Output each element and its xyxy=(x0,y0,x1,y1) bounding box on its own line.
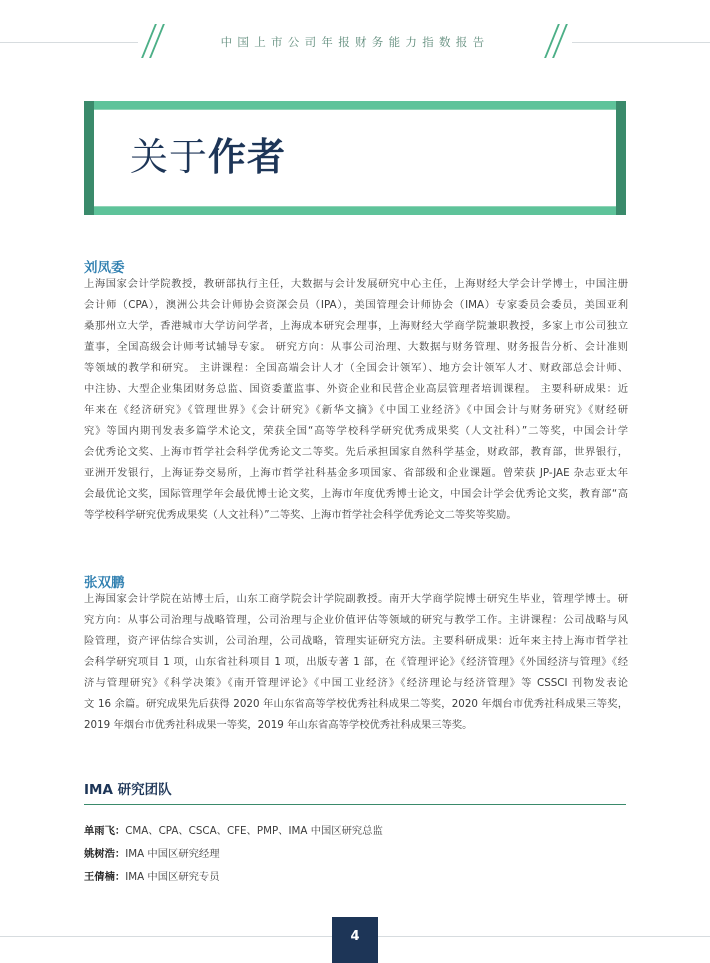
bio-line: 上海国家会计学院在站博士后，山东工商学院会计学院副教授。南开大学商学院博士研究生毕业，管理学博士。研 xyxy=(84,593,628,605)
bio-line: 董事，全国高级会计师考试辅导专家。 研究方向：从事公司治理、大数据与财务管理、财务报告分析、会计准则 xyxy=(84,341,628,353)
bio-line: 会科学研究项目 1 项，山东省社科项目 1 项，出版专著 1 部，在《管理评论》《经济管理》《外国经济与管理》《经 xyxy=(84,656,628,668)
header-rule-left xyxy=(0,42,138,43)
title-frame xyxy=(84,101,626,215)
bio-line: 究》等国内期刊发表多篇学术论文，荣获全国“高等学校科学研究优秀成果奖（人文社科）”二等奖，中国会计学 xyxy=(84,425,628,437)
author-bio-1 xyxy=(84,274,628,526)
team-member-name: 单雨飞： xyxy=(84,825,126,837)
bio-line: 会最优论文奖，国际管理学年会最优博士论文奖，上海市年度优秀博士论文，中国会计学会优秀论文奖，教育部“高 xyxy=(84,488,628,500)
team-member-role: CMA、CPA、CSCA、CFE、PMP、IMA 中国区研究总监 xyxy=(125,825,383,837)
header-slash-decoration-left xyxy=(142,24,164,58)
bio-line: 会计师（CPA），澳洲公共会计师协会资深会员（IPA），美国管理会计师协会（IMA）专家委员会委员，美国亚利 xyxy=(84,299,628,311)
bio-line: 年来在《经济研究》《管理世界》《会计研究》《新华文摘》《中国工业经济》《中国会计与财务研究》《财经研 xyxy=(84,404,628,416)
frame-line-top xyxy=(94,109,616,110)
bio-line: 等领域的教学和研究。 主讲课程：全国高端会计人才（全国会计领军）、地方会计领军人才、财政部总会计师、 xyxy=(84,362,628,374)
team-member xyxy=(84,822,383,837)
header-rule-right xyxy=(572,42,710,43)
team-member xyxy=(84,868,220,883)
team-member-role: IMA 中国区研究专员 xyxy=(125,871,220,883)
author-name-1: 刘凤委 xyxy=(84,260,125,276)
page-number: 4 xyxy=(350,929,360,944)
team-member-name: 姚树浩： xyxy=(84,848,126,860)
bio-line: 中注协、大型企业集团财务总监、国资委董监事、外资企业和民营企业高层管理者培训课程。 主要科研成果：近 xyxy=(84,383,628,395)
header-report-title: 中国上市公司年报财务能力指数报告 xyxy=(220,35,490,49)
page-title xyxy=(130,133,286,181)
bio-line: 险管理，资产评估综合实训，公司治理，公司战略，管理实证研究方法。主要科研成果：近年来主持上海市哲学社 xyxy=(84,635,628,647)
page-header xyxy=(0,0,710,60)
header-slash-decoration-right xyxy=(545,24,567,58)
team-member xyxy=(84,845,220,860)
frame-bar-bottom xyxy=(84,207,626,215)
bio-line: 桑那州立大学，香港城市大学访问学者，上海成本研究会理事，上海财经大学商学院兼职教授，多家上市公司独立 xyxy=(84,320,628,332)
team-heading: IMA 研究团队 xyxy=(84,782,172,798)
bio-line: 济与管理研究》《科学决策》《南开管理评论》《中国工业经济》《经济理论与经济管理》等 CSSCI 刊物发表论 xyxy=(84,677,628,689)
frame-bar-right xyxy=(616,101,626,215)
team-divider xyxy=(84,804,626,805)
bio-line: 文 16 余篇。研究成果先后获得 2020 年山东省高等学校优秀社科成果二等奖，2020 年烟台市优秀社科成果三等奖， xyxy=(84,698,628,710)
bio-line: 2019 年烟台市优秀社科成果一等奖，2019 年山东省高等学校优秀社科成果三等奖。 xyxy=(84,719,473,731)
bio-line: 上海国家会计学院教授，教研部执行主任，大数据与会计发展研究中心主任，上海财经大学会计学博士，中国注册 xyxy=(84,278,628,290)
team-member-name: 王倩楠： xyxy=(84,871,126,883)
page-number-box xyxy=(332,917,378,963)
page-title-part2: 作者 xyxy=(208,135,287,179)
bio-line: 究方向：从事公司治理与战略管理，公司治理与企业价值评估等领域的研究与教学工作。主讲课程：公司战略与风 xyxy=(84,614,628,626)
frame-line-bottom xyxy=(94,206,616,207)
bio-line: 等学校科学研究优秀成果奖（人文社科）”二等奖、上海市哲学社会科学优秀论文二等奖等奖励。 xyxy=(84,509,517,521)
bio-line: 亚洲开发银行，上海证券交易所，上海市哲学社科基金多项国家、省部级和企业课题。曾荣获 JP-JAE 杂志亚太年 xyxy=(84,467,628,479)
author-name-2: 张双鹏 xyxy=(84,575,125,591)
team-member-role: IMA 中国区研究经理 xyxy=(125,848,220,860)
frame-bar-left xyxy=(84,101,94,215)
frame-bar-top xyxy=(84,101,626,109)
bio-line: 会优秀论文奖、上海市哲学社会科学优秀论文二等奖。先后承担国家自然科学基金，财政部，教育部，世界银行， xyxy=(84,446,628,458)
author-bio-2 xyxy=(84,589,628,736)
page-title-part1: 关于 xyxy=(130,135,209,179)
